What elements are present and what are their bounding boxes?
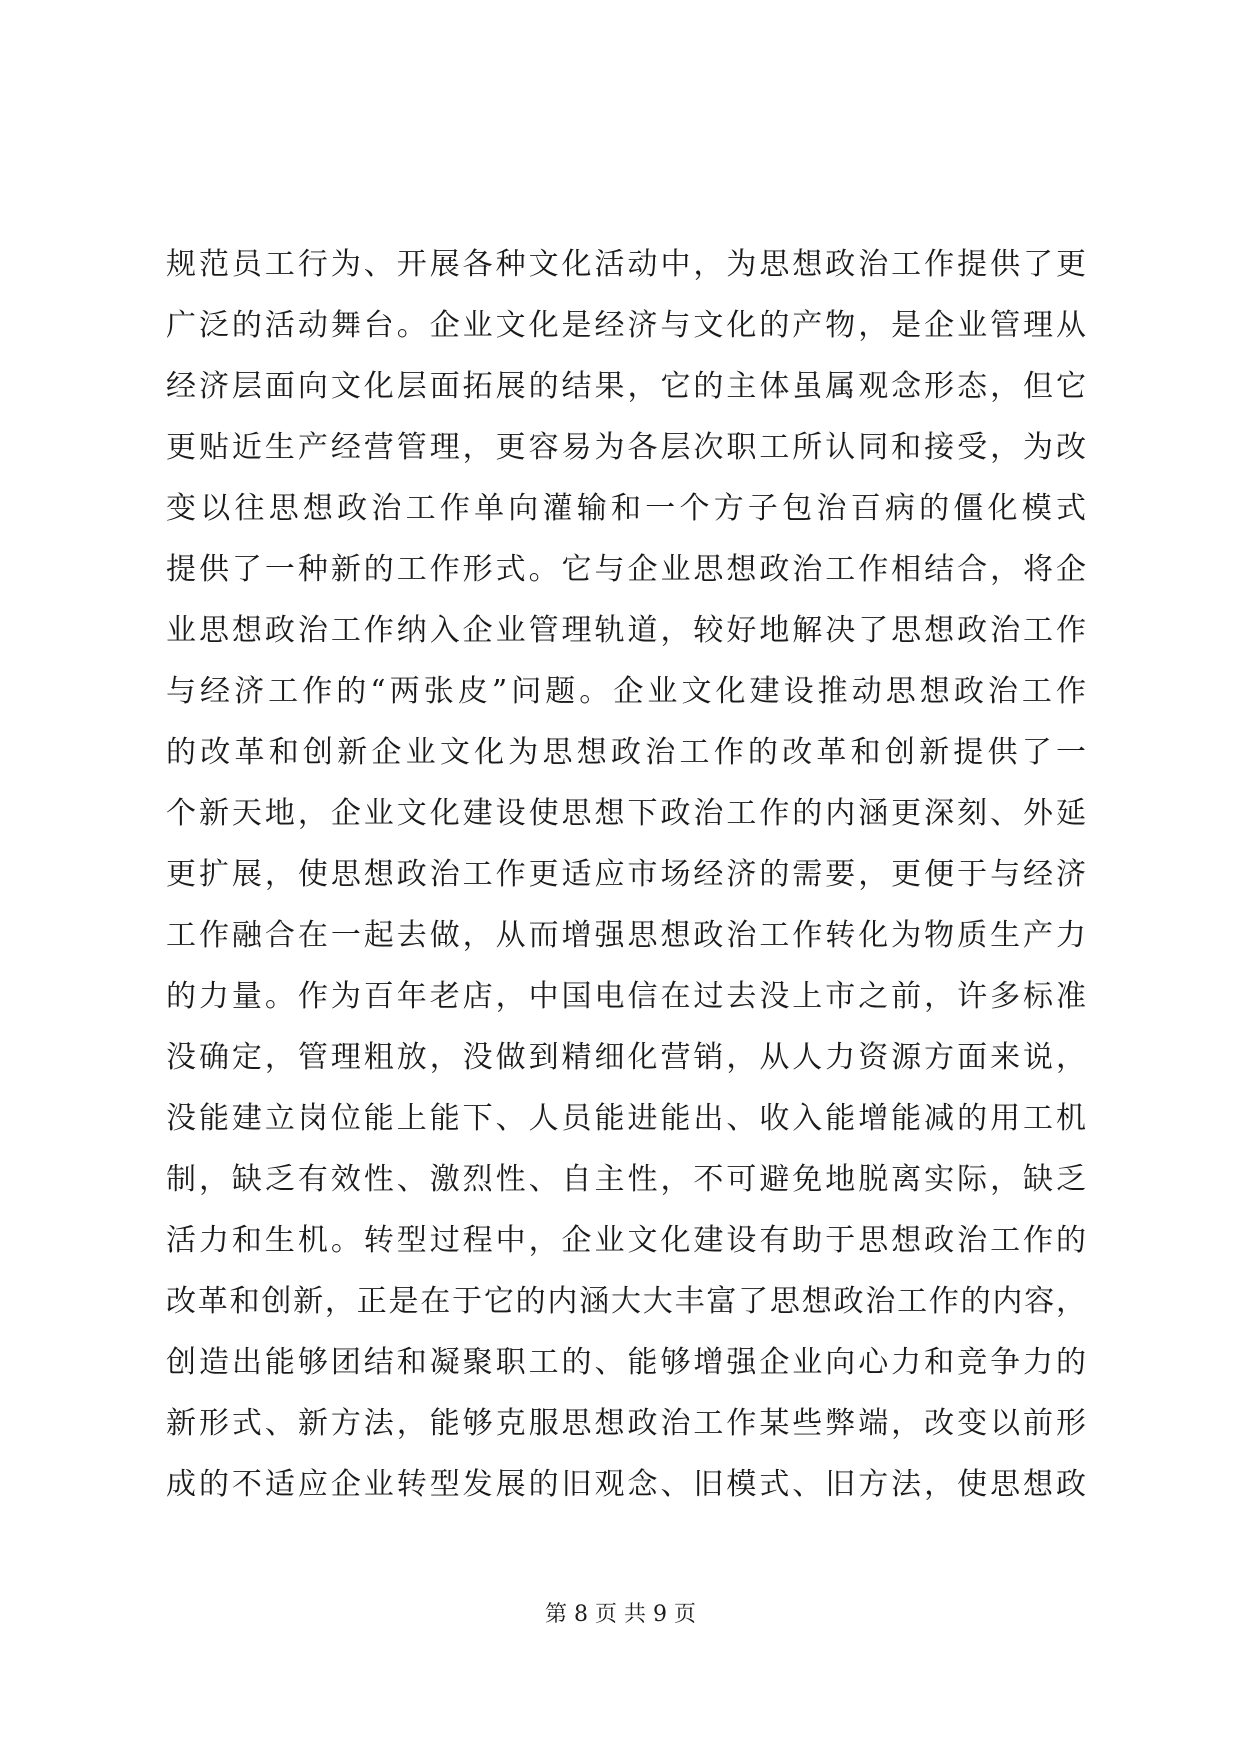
- text-line: 制，缺乏有效性、激烈性、自主性，不可避免地脱离实际，缺乏: [166, 1162, 1086, 1197]
- text-line: 改革和创新，正是在于它的内涵大大丰富了思想政治工作的内容，: [166, 1284, 1086, 1319]
- text-line: 经济层面向文化层面拓展的结果，它的主体虽属观念形态，但它: [166, 369, 1086, 404]
- text-line: 变以往思想政治工作单向灌输和一个方子包治百病的僵化模式: [166, 491, 1086, 526]
- text-line: 的改革和创新企业文化为思想政治工作的改革和创新提供了一: [166, 735, 1086, 770]
- page-footer: [0, 1600, 1241, 1630]
- text-line: 个新天地，企业文化建设使思想下政治工作的内涵更深刻、外延: [166, 796, 1086, 831]
- text-line: 工作融合在一起去做，从而增强思想政治工作转化为物质生产力: [166, 918, 1086, 953]
- text-line: 提供了一种新的工作形式。它与企业思想政治工作相结合，将企: [166, 552, 1086, 587]
- text-line: 活力和生机。转型过程中，企业文化建设有助于思想政治工作的: [166, 1223, 1086, 1258]
- page-number-label: 第 8 页 共 9 页: [545, 1602, 696, 1627]
- text-line: 规范员工行为、开展各种文化活动中，为思想政治工作提供了更: [166, 247, 1086, 282]
- text-line: 没能建立岗位能上能下、人员能进能出、收入能增能减的用工机: [166, 1101, 1086, 1136]
- text-line: 成的不适应企业转型发展的旧观念、旧模式、旧方法，使思想政: [166, 1467, 1086, 1502]
- text-line: 创造出能够团结和凝聚职工的、能够增强企业向心力和竞争力的: [166, 1345, 1086, 1380]
- text-line: 广泛的活动舞台。企业文化是经济与文化的产物，是企业管理从: [166, 308, 1086, 343]
- text-line: 与经济工作的“两张皮”问题。企业文化建设推动思想政治工作: [166, 674, 1086, 709]
- text-line: 业思想政治工作纳入企业管理轨道，较好地解决了思想政治工作: [166, 613, 1086, 648]
- text-line: 没确定，管理粗放，没做到精细化营销，从人力资源方面来说，: [166, 1040, 1086, 1075]
- body-text: [166, 234, 1086, 1515]
- text-line: 的力量。作为百年老店，中国电信在过去没上市之前，许多标准: [166, 979, 1086, 1014]
- text-line: 更贴近生产经营管理，更容易为各层次职工所认同和接受，为改: [166, 430, 1086, 465]
- text-line: 新形式、新方法，能够克服思想政治工作某些弊端，改变以前形: [166, 1406, 1086, 1441]
- text-line: 更扩展，使思想政治工作更适应市场经济的需要，更便于与经济: [166, 857, 1086, 892]
